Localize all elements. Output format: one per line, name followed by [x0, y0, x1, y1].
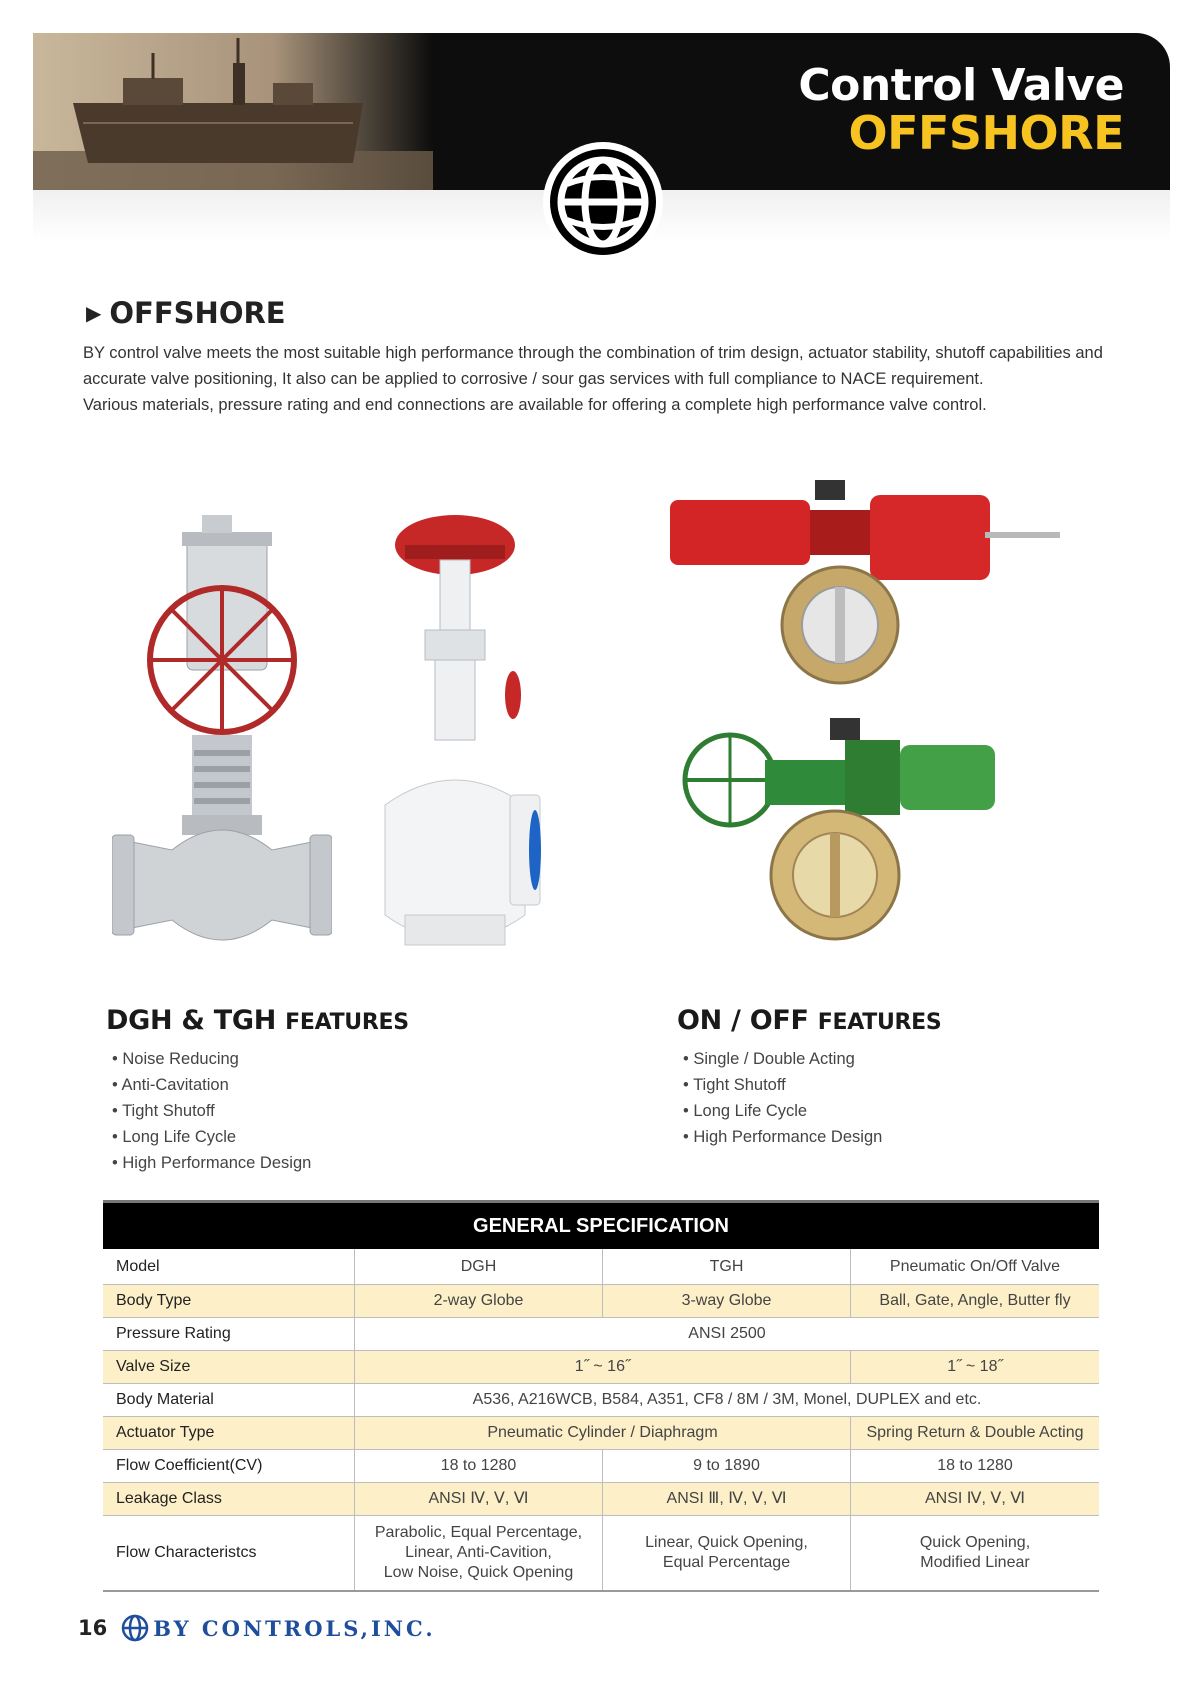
spec-cell-line: Modified Linear — [920, 1554, 1030, 1571]
spec-cell: Pneumatic On/Off Valve — [889, 1257, 1061, 1275]
features-list — [677, 1046, 941, 1150]
section-heading — [86, 296, 286, 330]
page-number: 16 — [78, 1616, 108, 1640]
feature-item: • Noise Reducing — [112, 1046, 409, 1072]
spec-label: Leakage Class — [103, 1483, 355, 1515]
spec-cell: 18 to 1280 — [355, 1450, 603, 1482]
spec-label: Flow Characteristcs — [103, 1516, 355, 1590]
spec-cell: ANSI Ⅳ, Ⅴ, Ⅵ — [924, 1490, 1026, 1507]
spec-cell: DGH — [355, 1249, 603, 1284]
on-off-features-title — [677, 1005, 941, 1036]
spec-cell: 1˝ ~ 16˝ — [355, 1351, 851, 1383]
red-butterfly-valve-image — [665, 475, 1065, 685]
feature-item: • Long Life Cycle — [683, 1098, 941, 1124]
intro-text — [83, 340, 1153, 418]
spec-cell: 18 to 1280 — [937, 1457, 1013, 1474]
spec-cell-line: Equal Percentage — [662, 1554, 791, 1571]
spec-label: Body Type — [103, 1285, 355, 1317]
table-bottom-rule — [103, 1590, 1099, 1592]
spec-cell: 3-way Globe — [603, 1285, 851, 1317]
feature-item: • High Performance Design — [683, 1124, 941, 1150]
spec-row-flow-char — [103, 1516, 1099, 1590]
spec-cell: ANSI 2500 — [688, 1325, 766, 1342]
spec-cell: 2-way Globe — [355, 1285, 603, 1317]
spec-cell: TGH — [603, 1249, 851, 1284]
spec-cell: A536, A216WCB, B584, A351, CF8 / 8M / 3M, Monel, DUPLEX and etc. — [472, 1391, 982, 1408]
ship-photo — [33, 33, 433, 190]
spec-row-leakage — [103, 1483, 1099, 1516]
spec-label: Body Material — [103, 1384, 355, 1416]
feature-item: • Tight Shutoff — [112, 1098, 409, 1124]
spec-row-model — [103, 1249, 1099, 1285]
dgh-valve-image — [112, 510, 332, 950]
on-off-features — [677, 1005, 941, 1150]
spec-cell-line: Parabolic, Equal Percentage, — [374, 1524, 583, 1541]
spec-cell: Pneumatic Cylinder / Diaphragm — [355, 1417, 851, 1449]
spec-cell: Ball, Gate, Angle, Butter fly — [879, 1292, 1071, 1309]
features-title-main: DGH & TGH — [106, 1005, 276, 1036]
globe-logo-icon — [541, 140, 665, 264]
spec-row-body-type — [103, 1285, 1099, 1318]
spec-label: Valve Size — [103, 1351, 355, 1383]
green-butterfly-valve-image — [680, 700, 1020, 950]
features-title-suffix: FEATURES — [285, 1010, 409, 1035]
feature-item: • Tight Shutoff — [683, 1072, 941, 1098]
spec-cell: Spring Return & Double Acting — [866, 1424, 1084, 1441]
spec-cell-line: Quick Opening, — [919, 1534, 1031, 1551]
spec-cell-line: Linear, Quick Opening, — [645, 1534, 808, 1551]
features-title-main: ON / OFF — [677, 1005, 809, 1036]
spec-label: Actuator Type — [103, 1417, 355, 1449]
feature-item: • Anti-Cavitation — [112, 1072, 409, 1098]
banner-title — [798, 60, 1124, 161]
features-title-suffix: FEATURES — [817, 1010, 942, 1035]
section-heading-text: OFFSHORE — [109, 296, 286, 330]
spec-row-pressure — [103, 1318, 1099, 1351]
spec-cell: 9 to 1890 — [603, 1450, 851, 1482]
spec-label: Flow Coefficient(CV) — [103, 1450, 355, 1482]
spec-cell — [355, 1516, 603, 1590]
dgh-tgh-features-title — [106, 1005, 409, 1036]
feature-item: • Long Life Cycle — [112, 1124, 409, 1150]
brand-globe-icon — [121, 1614, 149, 1642]
spec-cell-line: Low Noise, Quick Opening — [383, 1564, 574, 1581]
feature-item: • Single / Double Acting — [683, 1046, 941, 1072]
triangle-bullet-icon: ▶ — [86, 301, 102, 325]
spec-row-actuator — [103, 1417, 1099, 1450]
spec-cell-line: Linear, Anti-Cavition, — [405, 1544, 552, 1561]
features-list — [106, 1046, 409, 1176]
feature-item: • High Performance Design — [112, 1150, 409, 1176]
spec-row-valve-size — [103, 1351, 1099, 1384]
page-footer — [78, 1614, 436, 1642]
title-line2: OFFSHORE — [848, 106, 1124, 161]
spec-label: Pressure Rating — [103, 1318, 355, 1350]
tgh-valve-image — [365, 505, 555, 950]
intro-paragraph: BY control valve meets the most suitable high performance through the combination of trim design, actuator stability, shutoff capabilities and accurate valve positioning, It also can be applied to corrosive / sour gas services with full compliance to NACE requirement. — [83, 344, 1103, 388]
spec-cell — [603, 1516, 851, 1590]
dgh-tgh-features — [106, 1005, 409, 1176]
intro-paragraph: Various materials, pressure rating and end connections are available for offering a complete high performance valve control. — [83, 396, 987, 414]
spec-cell: ANSI Ⅲ, Ⅳ, Ⅴ, Ⅵ — [603, 1483, 851, 1515]
title-line1: Control Valve — [798, 60, 1124, 111]
brand-name: BY CONTROLS,INC. — [153, 1615, 436, 1641]
spec-cell — [851, 1516, 1099, 1590]
spec-label: Model — [103, 1249, 355, 1284]
spec-cell: ANSI Ⅳ, Ⅴ, Ⅵ — [355, 1483, 603, 1515]
spec-cell: 1˝ ~ 18˝ — [947, 1358, 1003, 1375]
spec-table-title: GENERAL SPECIFICATION — [103, 1200, 1099, 1249]
spec-row-cv — [103, 1450, 1099, 1483]
spec-row-body-material — [103, 1384, 1099, 1417]
